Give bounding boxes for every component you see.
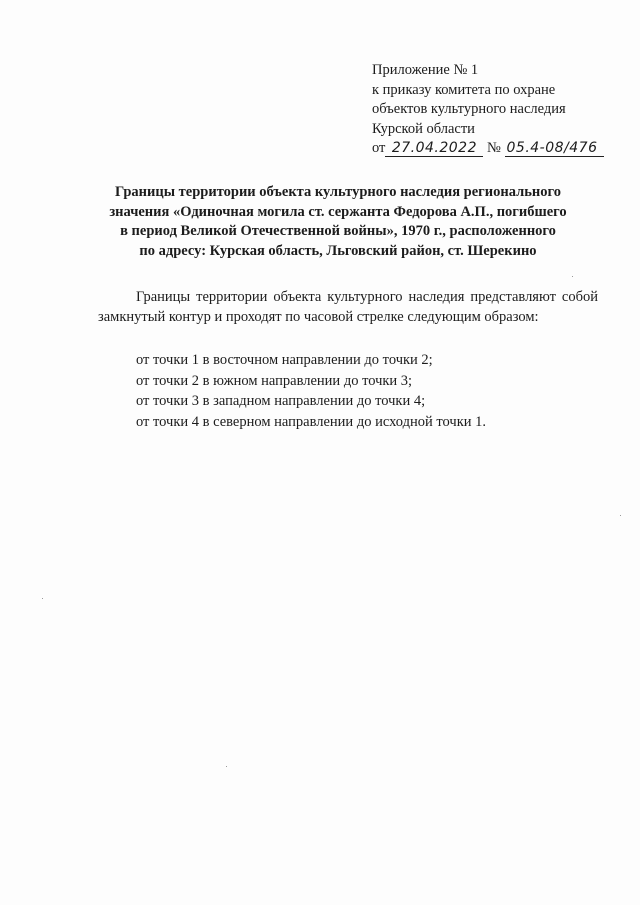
document-body — [98, 288, 598, 327]
title-line-3: в период Великой Отечественной войны», 1970 г., расположенного — [120, 223, 556, 239]
appendix-committee-line: объектов культурного наследия — [372, 101, 566, 117]
document-title — [78, 183, 598, 261]
appendix-title: Приложение № 1 — [372, 62, 479, 78]
scan-speck — [42, 598, 43, 599]
order-date: 27.04.2022 — [385, 140, 483, 157]
appendix-date-number-line — [372, 139, 622, 159]
from-label: от — [372, 140, 386, 156]
order-number: 05.4-08/476 — [505, 140, 604, 157]
title-line-2: значения «Одиночная могила ст. сержанта Федорова А.П., погибшего — [109, 203, 567, 220]
number-label: № — [487, 140, 501, 156]
scan-speck — [620, 515, 621, 516]
scan-speck — [226, 766, 227, 767]
appendix-order-line: к приказу комитета по охране — [372, 81, 556, 98]
appendix-header — [372, 61, 622, 159]
title-line-1: Границы территории объекта культурного наследия регионального — [115, 184, 561, 200]
intro-paragraph: Границы территории объекта культурного наследия представляют собой замкнутый контур и проходят по часовой стрелке следующим образом: — [98, 289, 598, 325]
boundary-points-list — [136, 350, 606, 432]
list-item: от точки 3 в западном направлении до точки 4; — [136, 393, 426, 409]
scan-speck — [572, 276, 573, 277]
list-item: от точки 1 в восточном направлении до точки 2; — [136, 352, 433, 368]
list-item: от точки 2 в южном направлении до точки 3; — [136, 372, 413, 389]
appendix-region-line: Курской области — [372, 120, 475, 137]
list-item: от точки 4 в северном направлении до исходной точки 1. — [136, 413, 486, 430]
title-line-4: по адресу: Курская область, Льговский район, ст. Шерекино — [139, 242, 537, 259]
